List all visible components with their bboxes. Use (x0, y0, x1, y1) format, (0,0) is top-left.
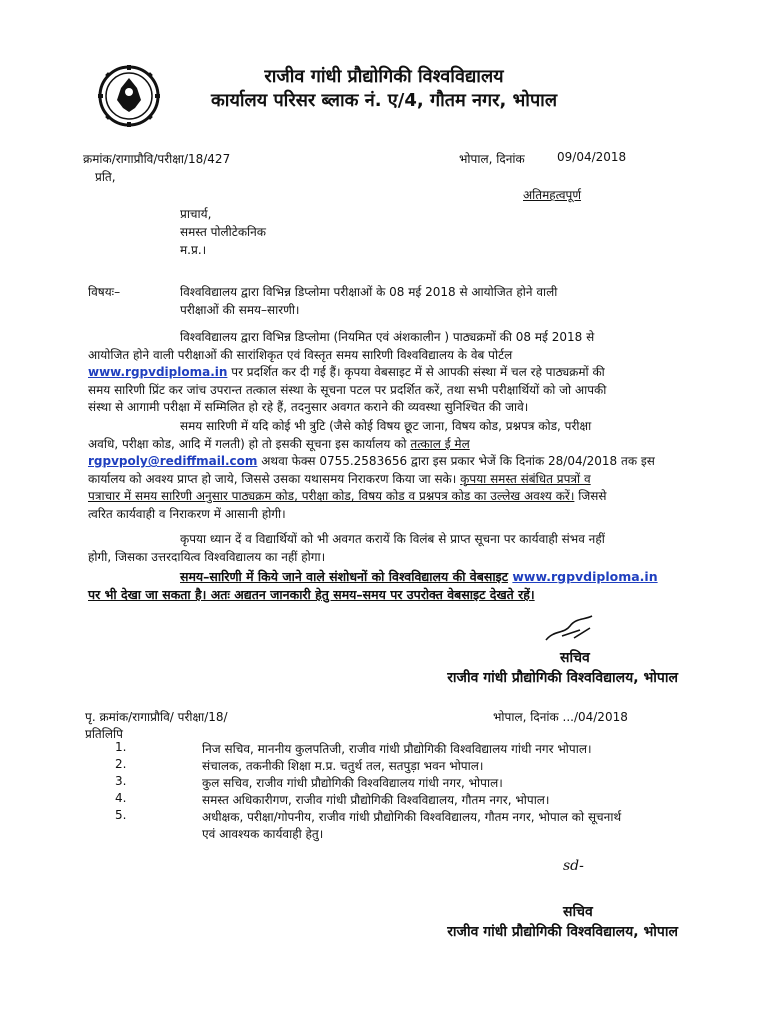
p2-line-1: समय सारिणी में यदि कोई भी त्रुटि (जैसे कोई विषय छूट जाना, विषय कोड, प्रश्नपत्र कोड, परीक्षा (180, 419, 592, 433)
email-link[interactable]: rgpvpoly@rediffmail.com (88, 454, 258, 469)
p2-line-5-underlined: पत्राचार में समय सारिणी अनुसार पाठ्यक्रम कोड, परीक्षा कोड, विषय कोड व प्रश्नपत्र कोड का उल्लेख अवश्य करें। (88, 489, 575, 504)
signatory-org-2: राजीव गांधी प्रौद्योगिकी विश्वविद्यालय, भोपाल (447, 924, 678, 940)
paragraph-2 (88, 418, 680, 524)
to-label: प्रति, (95, 170, 116, 184)
copy-item-4-text: समस्त अधिकारीगण, राजीव गांधी प्रौद्योगिकी विश्वविद्यालय, गौतम नगर, भोपाल। (202, 793, 550, 807)
addressee-line-1: प्राचार्य, (180, 207, 212, 221)
subject-line-1: विश्वविद्यालय द्वारा विभिन्न डिप्लोमा परीक्षाओं के 08 मई 2018 से आयोजित होने वाली (180, 285, 558, 299)
paragraph-1 (88, 329, 680, 417)
p3-line-2: होगी, जिसका उत्तरदायित्व विश्वविद्यालय का नहीं होगा। (88, 549, 326, 564)
p1-line-1: विश्वविद्यालय द्वारा विभिन्न डिप्लोमा (नियमित एवं अंशकालीन ) पाठ्यक्रमों की 08 मई 2018 से (180, 330, 595, 344)
signatory-org: राजीव गांधी प्रौद्योगिकी विश्वविद्यालय, भोपाल (447, 670, 678, 686)
p2-line-6: त्वरित कार्यवाही व निराकरण में आसानी होगी। (88, 506, 286, 521)
signatory-title-2: सचिव (563, 904, 593, 920)
letterhead-address: कार्यालय परिसर ब्लाक नं. ए/4, गौतम नगर, भोपाल (210, 90, 558, 111)
p2-line-4: कार्यालय को अवश्य प्राप्त हो जाये, जिससे उसका यथासमय निराकरण किया जा सके। (88, 471, 457, 486)
p2-line-4-underlined: कृपया समस्त संबंधित प्रपत्रों व (460, 471, 591, 486)
copy-item-5-number: 5. (115, 808, 127, 822)
copy-item-4-number: 4. (115, 791, 127, 805)
reference-number: क्रमांक/रागाप्रौवि/परीक्षा/18/427 (83, 152, 231, 166)
p2-line-2: अवधि, परीक्षा कोड, आदि में गलती) हो तो इसकी सूचना इस कार्यालय को (88, 436, 407, 451)
addressee-line-3: म.प्र.। (180, 243, 207, 257)
p3-line-1: कृपया ध्यान दें व विद्यार्थियों को भी अवगत करायें कि विलंब से प्राप्त सूचना पर कार्यवाही संभव नहीं (180, 532, 605, 546)
priority-label: अतिमहत्वपूर्ण (523, 188, 582, 202)
subject-line-2: परीक्षाओं की समय–सारणी। (180, 303, 300, 317)
p1-line-3: पर प्रदर्शित कर दी गई हैं। कृपया वेबसाइट में से आपकी संस्था में चल रहे पाठ्यक्रमों की (227, 365, 605, 380)
p1-line-5: संस्था से आगामी परीक्षा में सम्मिलित हो रहे हैं, तदनुसार अवगत कराने की व्यवस्था सुनिश्चित की जावे। (88, 400, 529, 415)
notice-line-2: पर भी देखा जा सकता है। अतः अद्यतन जानकारी हेतु समय–समय पर उपरोक्त वेबसाइट देखते रहें। (88, 587, 535, 602)
p1-line-2: आयोजित होने वाली परीक्षाओं की सारांशिकृत एवं विस्तृत समय सारिणी विश्वविद्यालय के वेब पोर्टल (88, 347, 513, 362)
copy-item-2-number: 2. (115, 757, 127, 771)
p2-line-3: अथवा फेक्स 0755.2583656 द्वारा इस प्रकार भेजें कि दिनांक 28/04/2018 तक इस (257, 454, 655, 469)
copy-item-5-text: अधीक्षक, परीक्षा/गोपनीय, राजीव गांधी प्रौद्योगिकी विश्वविद्यालय, गौतम नगर, भोपाल को सूचनार्थ (202, 810, 622, 824)
letter-date: 09/04/2018 (557, 150, 627, 164)
subject-label: विषयः– (88, 285, 121, 299)
letterhead-title: राजीव गांधी प्रौद्योगिकी विश्वविद्यालय (264, 66, 504, 87)
p1-line-4: समय सारिणी प्रिंट कर जांच उपरान्त तत्काल संस्था के सूचना पटल पर प्रदर्शित करें, तथा सभी परीक्षार्थियों को जो आपकी (88, 382, 607, 397)
paragraph-3 (88, 531, 680, 566)
website-link[interactable]: www.rgpvdiploma.in (88, 365, 228, 380)
copy-item-1-text: निज सचिव, माननीय कुलपतिजी, राजीव गांधी प्रौद्योगिकी विश्वविद्यालय गांधी नगर भोपाल। (202, 742, 592, 756)
copy-item-3-number: 3. (115, 774, 127, 788)
notice-line-1: समय–सारिणी में किये जाने वाले संशोधनों को विश्वविद्यालय की वेबसाइट (180, 569, 508, 584)
signature-mark (540, 610, 600, 650)
copy-reference-date: भोपाल, दिनांक .../04/2018 (493, 710, 628, 724)
p2-line-2-underlined: तत्काल ई मेल (410, 436, 470, 451)
website-notice (88, 568, 688, 604)
copy-reference-number: पृ. क्रमांक/रागाप्रौवि/ परीक्षा/18/ (85, 710, 228, 724)
notice-website-link[interactable]: www.rgpvdiploma.in (512, 569, 658, 584)
copy-item-1-number: 1. (115, 740, 127, 754)
signatory-title: सचिव (560, 650, 590, 666)
p2-line-5: जिससे (574, 489, 607, 504)
addressee-line-2: समस्त पोलीटेकनिक (180, 225, 267, 239)
copy-item-2-text: संचालक, तकनीकी शिक्षा म.प्र. चतुर्थ तल, सतपुड़ा भवन भोपाल। (202, 759, 484, 773)
copy-item-5-text-line-2: एवं आवश्यक कार्यवाही हेतु। (202, 827, 324, 841)
copy-item-3-text: कुल सचिव, राजीव गांधी प्रौद्योगिकी विश्वविद्यालय गांधी नगर, भोपाल। (202, 776, 503, 790)
copy-label: प्रतिलिपि (85, 727, 123, 741)
place-date-label: भोपाल, दिनांक (459, 152, 525, 166)
sd-mark: sd- (563, 858, 584, 874)
